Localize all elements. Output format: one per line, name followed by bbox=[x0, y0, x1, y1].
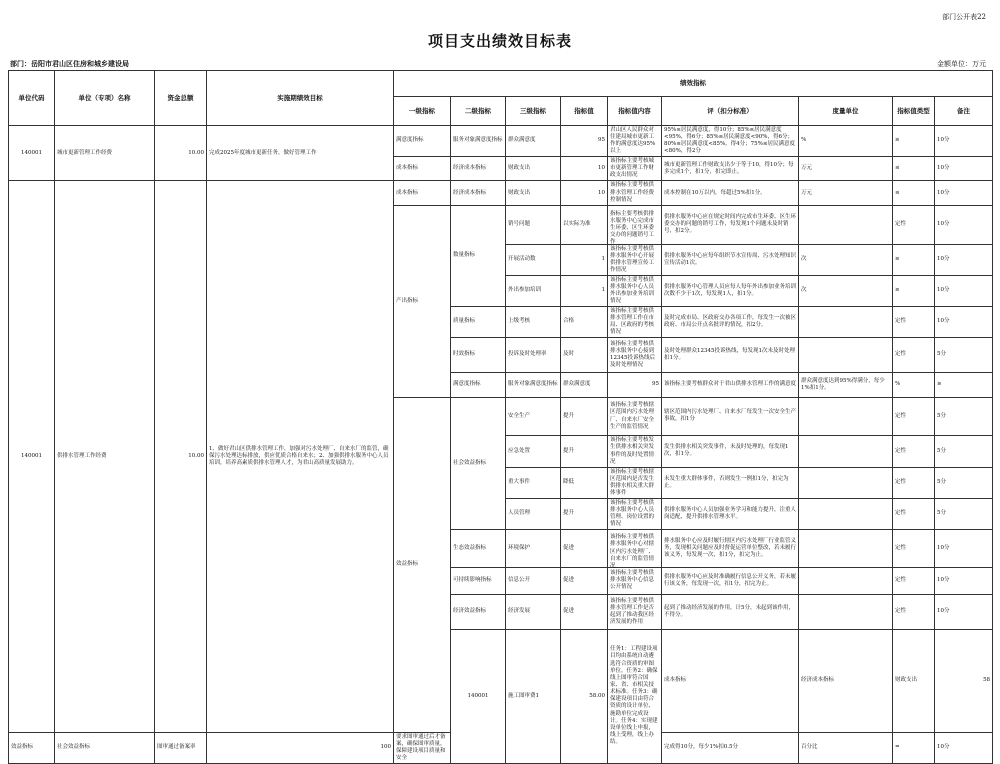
value-type: 定性 bbox=[893, 435, 935, 467]
scoring-criteria: 群众满意度达到95%得满分，每少1%扣1分。 bbox=[801, 377, 885, 391]
indicator-value: 10 bbox=[561, 181, 608, 205]
indicator-value: 促进 bbox=[561, 567, 608, 594]
scoring-criteria: 供排水服务中心管理人员应每人每年外出参加业务培训次数不少于1次，每发现1人，扣1分。 bbox=[664, 283, 797, 297]
indicator-value: 降低 bbox=[561, 467, 608, 498]
indicator-content: 该指标主要考核供排水服务中心接到12345投诉热线后及时处理情况 bbox=[610, 340, 655, 369]
level2: 经济效益指标 bbox=[451, 594, 506, 629]
page-title: 项目支出绩效目标表 bbox=[427, 32, 572, 50]
scoring-criteria: 发生供排水相关突发事件，未及时处理的，每发现1次，扣1分。 bbox=[664, 444, 789, 458]
scoring-criteria: 供排水服务中心应在规定时间内完成市生环委、区生环委交办的问题的销号工作，每发现1个问题未及时销号，扣2分。 bbox=[664, 214, 797, 235]
level3: 图审通过备案率 bbox=[155, 732, 207, 763]
level2: 社会效益指标 bbox=[55, 732, 155, 763]
level3: 信息公开 bbox=[506, 567, 561, 594]
level2: 经济成本指标 bbox=[451, 181, 506, 205]
header-value-type: 指标值类型 bbox=[893, 97, 935, 126]
header-value: 指标值 bbox=[561, 97, 608, 126]
header-criteria: 评（扣分标准） bbox=[662, 97, 799, 126]
indicator-content: 该指标主要考核供排水管理工作是否起到了推动我区经济发展的作用 bbox=[610, 597, 655, 626]
indicator-content: 该指标主要考核供排水服务中心人员外出参加业务培训情况 bbox=[610, 276, 655, 305]
indicator-content: 指标主要考核供排水服务中心完成市生环委、区生环委交办的问题销号工作 bbox=[610, 210, 655, 246]
measure-unit bbox=[799, 397, 893, 435]
indicator-value: 合格 bbox=[561, 306, 608, 337]
value-type: ≤ bbox=[893, 157, 935, 181]
measure-unit bbox=[799, 435, 893, 467]
measure-unit bbox=[799, 306, 893, 337]
note: 5分 bbox=[935, 337, 993, 372]
scoring-criteria: 起到了推动经济发展的作用，计5分，未起到该作用，不得分。 bbox=[664, 604, 795, 618]
indicator-value: 以实际为准 bbox=[561, 205, 608, 244]
indicator-content: 君山区人民群众对住建局城市更新工作的满意度达95%以上 bbox=[610, 127, 656, 155]
level2: 经济成本指标 bbox=[799, 629, 893, 732]
measure-unit bbox=[799, 529, 893, 567]
header-level2: 二级指标 bbox=[451, 97, 506, 126]
level3: 群众满意度 bbox=[506, 126, 561, 157]
level1: 成本指标 bbox=[662, 629, 799, 732]
level2: 可持续影响指标 bbox=[451, 567, 506, 594]
measure-unit bbox=[799, 498, 893, 529]
note: 10分 bbox=[935, 732, 993, 763]
value-type: ≥ bbox=[935, 372, 993, 397]
project-name: 城市更新管理工作经费 bbox=[55, 126, 155, 181]
indicator-value: 10 bbox=[561, 157, 608, 181]
department-label: 部门：岳阳市君山区住房和城乡建设局 bbox=[10, 59, 129, 68]
value-type: = bbox=[893, 732, 935, 763]
goal-text: 1、做好君山区供排水管理工作，加强对污水处理厂、自来水厂的监管，确保污水处理达标排放，供应优质合格自来水；2、加强供排水服务中心人员培训，培养高素质供排水管理人才，为君山高质量发展助力。 bbox=[207, 181, 394, 732]
note: 10分 bbox=[935, 181, 993, 205]
indicator-value: 提升 bbox=[561, 397, 608, 435]
header-code: 单位代码 bbox=[9, 71, 55, 126]
indicator-value: 促进 bbox=[561, 594, 608, 629]
level3: 财政支出 bbox=[506, 181, 561, 205]
indicator-content: 该指标主要考核供排水服务中心信息公开情况 bbox=[610, 570, 655, 591]
level3: 外出参加培训 bbox=[506, 275, 561, 306]
header-name: 单位（专项）名称 bbox=[55, 71, 155, 126]
scoring-criteria: 95%≤居民满意度，得10分；85%≤居民满意度<95%，得6分；85%≤居民满意度<90%，得6分；80%≤居民满意度<85%，得4分；75%≤居民满意度<80%，得2分 bbox=[664, 127, 795, 155]
level3: 财政支出 bbox=[893, 629, 935, 732]
scoring-criteria: 及时处理群众12345投诉热线，每发现1次未及时处理扣1分。 bbox=[664, 347, 795, 361]
project-name: 供排水管理工作经费 bbox=[55, 181, 155, 732]
value-type: 定性 bbox=[893, 397, 935, 435]
level3: 投诉及时处理率 bbox=[506, 337, 561, 372]
header-fund: 资金总额 bbox=[155, 71, 207, 126]
header-goal: 实施期绩效目标 bbox=[207, 71, 394, 126]
level3: 人员管理 bbox=[506, 498, 561, 529]
unit-code: 140001 bbox=[9, 181, 55, 732]
note: 10分 bbox=[935, 126, 993, 157]
measure-unit: 次 bbox=[799, 244, 893, 275]
level3: 经济发展 bbox=[506, 594, 561, 629]
value-type: 定性 bbox=[893, 467, 935, 498]
value-type: ≥ bbox=[893, 244, 935, 275]
indicator-value: 提升 bbox=[561, 435, 608, 467]
indicator-value: 1 bbox=[561, 275, 608, 306]
scoring-criteria: 辖区范围内污水处理厂、自来水厂每发生一次安全生产事故，扣1分 bbox=[664, 409, 797, 423]
unit-label: 金额单位：万元 bbox=[937, 60, 986, 68]
level3: 环境保护 bbox=[506, 529, 561, 567]
indicator-content: 要求图审通过后才备案，确保图审质量，保障建设项目质量和安全 bbox=[396, 733, 446, 762]
indicator-value: 95 bbox=[561, 126, 608, 157]
indicator-content: 该指标主要考核供排水服务中心开展供排水管理宣传工作情况 bbox=[610, 245, 655, 274]
note: 5分 bbox=[935, 397, 993, 435]
header-measure: 度量单位 bbox=[799, 97, 893, 126]
goal-text: 任务1：工程建设项目均由系统自动遴选符合资质的审图单位。任务2：确保线上图审符合国家、省、市相关技术标准。任务3：确保建设项目由符合资质的设计单位、施勘单位完成设计。任务4：实现建设单位线上申报，线上受理，线上办结。 bbox=[608, 629, 662, 763]
value-type: 定性 bbox=[893, 594, 935, 629]
indicator-content: 该指标主要考核供排水服务中心对辖区内污水处理厂、自来水厂的监管情况 bbox=[610, 534, 655, 569]
level1: 效益指标 bbox=[394, 397, 451, 732]
fund-total: 10.00 bbox=[155, 126, 207, 181]
indicator-content: 该指标主要考核辖区范围内污水处理厂、自来水厂安全生产的监管情况 bbox=[610, 402, 655, 430]
header-note: 备注 bbox=[935, 97, 993, 126]
fund-total: 58.00 bbox=[561, 629, 608, 763]
indicator-value: 100 bbox=[207, 732, 394, 763]
level3: 上级考核 bbox=[506, 306, 561, 337]
note: 10分 bbox=[935, 205, 993, 244]
project-name: 施工图审费1 bbox=[506, 629, 561, 763]
scoring-criteria: 及时完成市局、区政府交办各项工作，每发生一次被区政府、市局公开点名批评的情况，扣2分。 bbox=[664, 314, 797, 328]
note: 5分 bbox=[935, 467, 993, 498]
level1: 效益指标 bbox=[9, 732, 55, 763]
indicator-value: 1 bbox=[561, 244, 608, 275]
value-type: ≥ bbox=[893, 126, 935, 157]
indicator-value: 促进 bbox=[561, 529, 608, 567]
note: 10分 bbox=[935, 529, 993, 567]
measure-unit: % bbox=[799, 126, 893, 157]
level2: 服务对象满意度指标 bbox=[451, 126, 506, 157]
scoring-criteria: 供排水服务中心应每年组织节水宣传周、污水处理知识宣传活动1次。 bbox=[664, 252, 797, 266]
measure-unit bbox=[799, 205, 893, 244]
level1: 成本指标 bbox=[394, 157, 451, 181]
level2: 质量指标 bbox=[451, 306, 506, 337]
scoring-criteria: 成本控制在10万以内，每超过5%扣1分。 bbox=[664, 189, 766, 196]
level3: 应急处置 bbox=[506, 435, 561, 467]
note: 10分 bbox=[935, 594, 993, 629]
scoring-criteria: 排水服务中心应及时履行辖区内污水处理厂行业监管义务，发现相关问题应及时督促运营单位整改，若未履行该义务，每发现一次，扣1分，扣完为止。 bbox=[664, 537, 797, 558]
level2: 时效指标 bbox=[451, 337, 506, 372]
level3: 群众满意度 bbox=[561, 372, 608, 397]
measure-unit: % bbox=[893, 372, 935, 397]
scoring-criteria: 城市更新管理工作财政支出少于等于10，得10分；每多完成1个，扣1分，扣完即止。 bbox=[664, 161, 794, 175]
level1: 成本指标 bbox=[394, 181, 451, 205]
measure-unit: 百分比 bbox=[799, 732, 893, 763]
measure-unit: 万元 bbox=[799, 157, 893, 181]
value-type: ≥ bbox=[893, 275, 935, 306]
indicator-content: 该指标主要考核供排水管理工作在市局、区政府的考核情况 bbox=[610, 307, 655, 336]
fund-total: 10.00 bbox=[155, 181, 207, 732]
table-row bbox=[9, 181, 993, 205]
table-row bbox=[9, 126, 993, 157]
note: 5分 bbox=[935, 435, 993, 467]
level2: 经济成本指标 bbox=[451, 157, 506, 181]
value-type: 定性 bbox=[893, 337, 935, 372]
level1: 满意度指标 bbox=[394, 126, 451, 157]
level2: 数量指标 bbox=[451, 205, 506, 306]
note: 10分 bbox=[935, 567, 993, 594]
performance-table bbox=[8, 70, 993, 764]
note: 10分 bbox=[935, 306, 993, 337]
table-number: 部门公开表22 bbox=[942, 13, 986, 21]
indicator-value: 95 bbox=[608, 372, 662, 397]
indicator-content: 该指标主要考核辖区范围内是否发生供排水相关重大群体事件 bbox=[610, 468, 655, 497]
measure-unit bbox=[799, 567, 893, 594]
measure-unit: 万元 bbox=[799, 181, 893, 205]
value-type: 定性 bbox=[893, 306, 935, 337]
indicator-value: 及时 bbox=[561, 337, 608, 372]
measure-unit bbox=[799, 594, 893, 629]
header-content: 指标值内容 bbox=[608, 97, 662, 126]
level3: 财政支出 bbox=[506, 157, 561, 181]
header-indicators: 绩效指标 bbox=[394, 71, 993, 97]
level1: 产出指标 bbox=[394, 205, 451, 397]
header-level3: 三级指标 bbox=[506, 97, 561, 126]
scoring-criteria: 完成得10分，每少1%扣0.5分 bbox=[662, 732, 799, 763]
level3: 开展活动数 bbox=[506, 244, 561, 275]
level3: 安全生产 bbox=[506, 397, 561, 435]
scoring-criteria: 供排水服务中心人员加强业务学习和能力提升，注重人岗适配，提升供排水管理水平。 bbox=[664, 506, 797, 520]
value-type: ≤ bbox=[893, 181, 935, 205]
scoring-criteria: 供排水服务中心应及时准确履行信息公开义务，若未履行该义务，每发现一次，扣1分，扣完为止。 bbox=[664, 573, 797, 587]
unit-code: 140001 bbox=[451, 629, 506, 763]
indicator-content: 该指标主要考核供排水管理工作经费控制情况 bbox=[610, 182, 655, 203]
measure-unit bbox=[799, 337, 893, 372]
indicator-content: 该指标主要考核群众对于君山供排水管理工作的满意度 bbox=[664, 381, 797, 388]
level3: 销号问题 bbox=[506, 205, 561, 244]
level3: 重大事件 bbox=[506, 467, 561, 498]
level2: 社会效益指标 bbox=[451, 397, 506, 529]
note: 10分 bbox=[935, 157, 993, 181]
level2: 服务对象满意度指标 bbox=[506, 372, 561, 397]
indicator-content: 该指标主要考核城市更新管理工作财政支出情况 bbox=[610, 158, 655, 179]
indicator-value: 提升 bbox=[561, 498, 608, 529]
note: 10分 bbox=[935, 275, 993, 306]
indicator-content: 该指标主要考核发生供排水相关突发事件的及时处置情况 bbox=[610, 437, 655, 465]
scoring-criteria: 未发生重大群体事件，否则发生一例扣1分，扣完为止。 bbox=[664, 475, 789, 489]
note: 10分 bbox=[935, 244, 993, 275]
unit-code: 140001 bbox=[9, 126, 55, 181]
level2: 生态效益指标 bbox=[451, 529, 506, 567]
header-level1: 一级指标 bbox=[394, 97, 451, 126]
value-type: 定性 bbox=[893, 205, 935, 244]
measure-unit: 次 bbox=[799, 275, 893, 306]
goal-text: 完成2025年度城市更新任务，做好管理工作 bbox=[207, 126, 394, 181]
measure-unit bbox=[799, 467, 893, 498]
value-type: 定性 bbox=[893, 567, 935, 594]
value-type: 定性 bbox=[893, 498, 935, 529]
indicator-content: 该指标主要考核供排水服务中心人员管理、岗位设置的情况 bbox=[610, 499, 655, 528]
indicator-value: 58 bbox=[935, 629, 993, 732]
note: 5分 bbox=[935, 498, 993, 529]
value-type: 定性 bbox=[893, 529, 935, 567]
level1: 满意度指标 bbox=[451, 372, 506, 397]
